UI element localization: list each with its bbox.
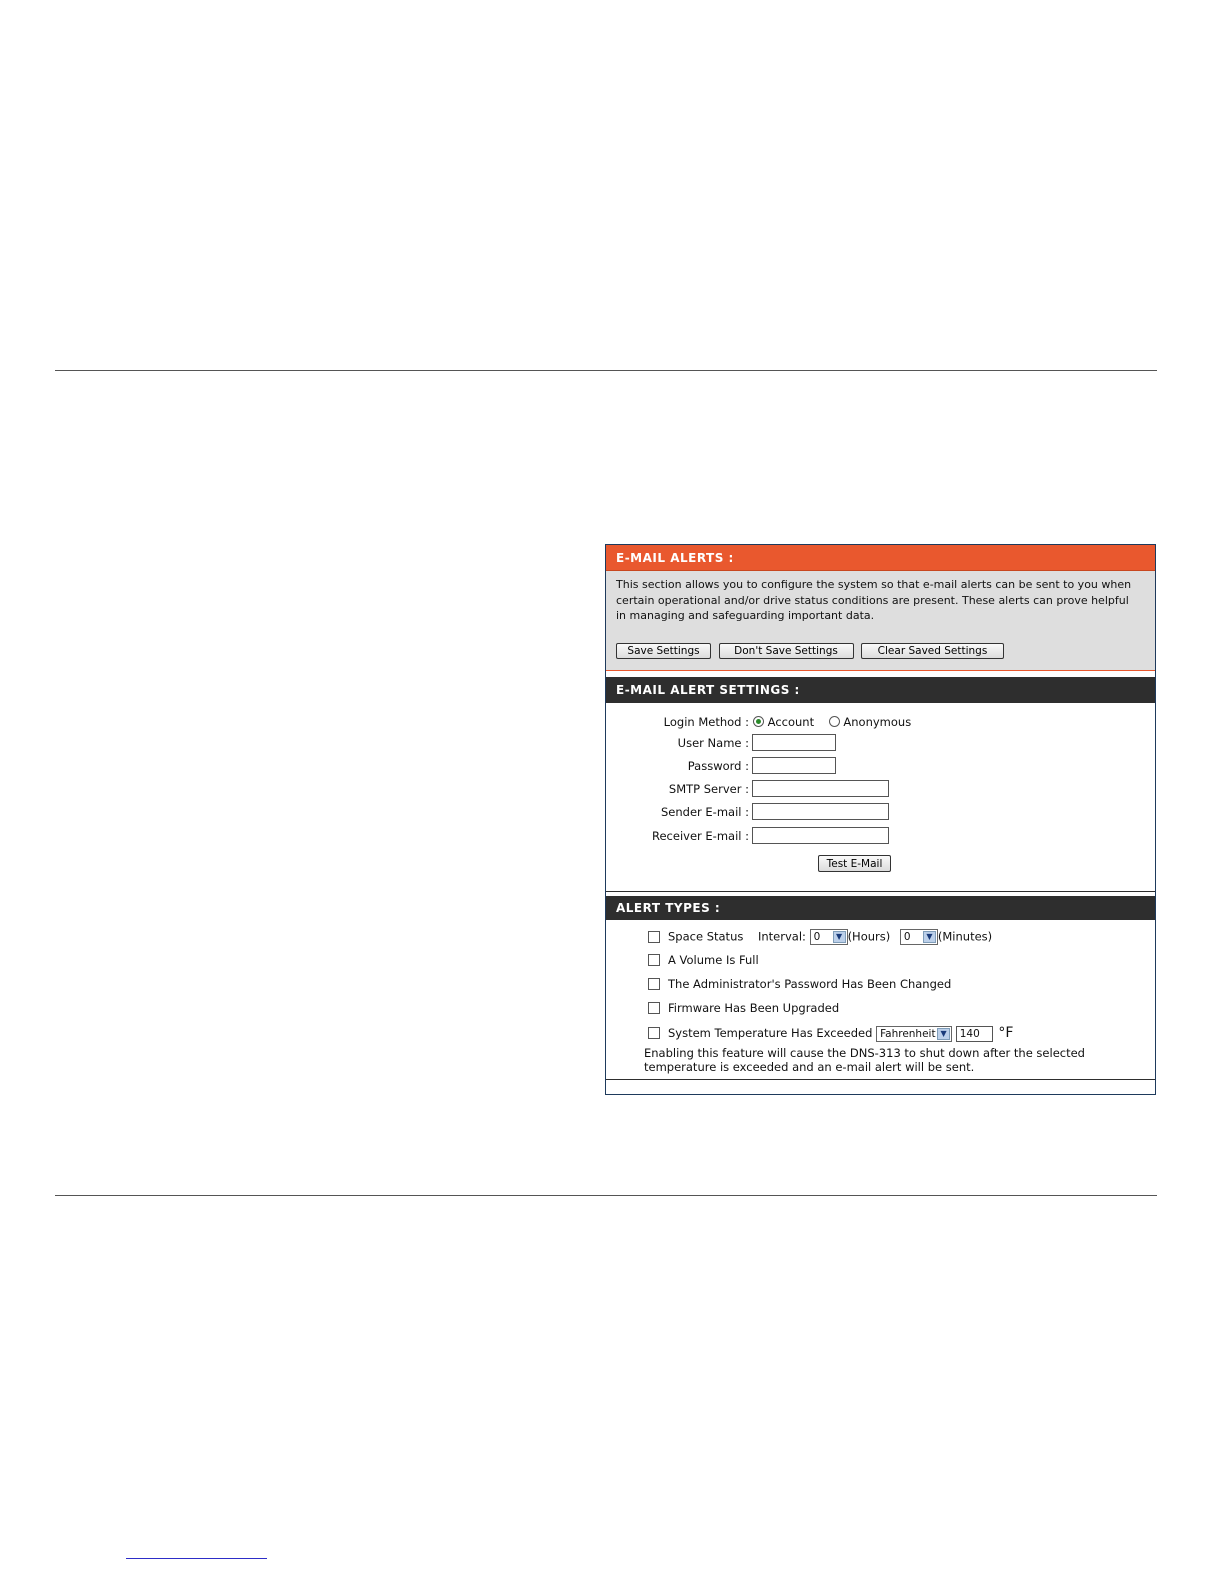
temperature-label: System Temperature Has Exceeded (668, 1026, 873, 1040)
anonymous-radio[interactable] (829, 716, 840, 727)
sender-email-label: Sender E-mail : (660, 805, 749, 819)
test-email-button[interactable]: Test E-Mail (818, 855, 891, 872)
alert-types-list (606, 920, 1155, 1082)
user-name-label: User Name : (677, 736, 749, 750)
hours-label: (Hours) (847, 929, 891, 944)
chevron-down-icon: ▼ (937, 1028, 950, 1040)
temperature-row (648, 1025, 1013, 1043)
smtp-server-input[interactable] (752, 780, 889, 797)
space-status-checkbox[interactable] (648, 931, 660, 943)
interval-label: Interval: (757, 929, 806, 944)
firmware-label: Firmware Has Been Upgraded (668, 1001, 840, 1015)
email-alerts-description: This section allows you to configure the system so that e-mail alerts can be sent to you when certain operational and/or drive status conditions are present. These alerts can prove helpful in managing and safeguarding important data. (616, 578, 1132, 622)
clear-saved-settings-button[interactable]: Clear Saved Settings (861, 643, 1004, 659)
email-alert-settings-header: E-MAIL ALERT SETTINGS : (606, 677, 1155, 703)
dont-save-settings-button[interactable]: Don't Save Settings (719, 643, 854, 659)
password-input[interactable] (752, 757, 836, 774)
admin-password-row (648, 977, 951, 995)
top-divider (55, 370, 1157, 371)
settings-button-row (616, 643, 1008, 659)
hours-select[interactable] (810, 929, 848, 945)
minutes-select[interactable] (900, 929, 938, 945)
email-alert-settings-form (606, 703, 1155, 892)
firmware-row (648, 1001, 839, 1019)
smtp-server-label: SMTP Server : (668, 782, 749, 796)
receiver-email-row (606, 827, 1155, 847)
email-alerts-panel (605, 544, 1156, 1095)
email-alerts-intro (606, 571, 1155, 671)
temperature-unit-symbol: °F (998, 1025, 1014, 1041)
receiver-email-input[interactable] (752, 827, 889, 844)
temperature-value-input[interactable]: 140 (956, 1026, 993, 1042)
account-label: Account (767, 715, 815, 729)
temperature-unit-value: Fahrenheit (880, 1027, 936, 1040)
volume-full-checkbox[interactable] (648, 954, 660, 966)
receiver-email-label: Receiver E-mail : (652, 829, 749, 843)
admin-password-label: The Administrator's Password Has Been Changed (668, 977, 952, 991)
alert-types-header: ALERT TYPES : (606, 896, 1155, 920)
footer-link-underline (126, 1558, 267, 1559)
hours-value: 0 (813, 931, 821, 943)
sender-email-row (606, 803, 1155, 823)
admin-password-checkbox[interactable] (648, 978, 660, 990)
anonymous-label: Anonymous (843, 715, 912, 729)
login-method-row (606, 713, 1155, 733)
firmware-checkbox[interactable] (648, 1002, 660, 1014)
password-label: Password : (687, 759, 749, 773)
space-status-label: Space Status (668, 929, 744, 944)
user-name-row (606, 734, 1155, 754)
temperature-unit-select[interactable] (876, 1026, 952, 1042)
sender-email-input[interactable] (752, 803, 889, 820)
volume-full-row (648, 953, 759, 971)
volume-full-label: A Volume Is Full (668, 953, 759, 967)
login-method-label: Login Method : (663, 715, 749, 729)
login-method-options (753, 715, 911, 729)
temperature-checkbox[interactable] (648, 1027, 660, 1039)
minutes-value: 0 (903, 931, 911, 943)
user-name-input[interactable] (752, 734, 836, 751)
temperature-note: Enabling this feature will cause the DNS-313 to shut down after the selected temperature is exceeded and an e-mail alert will be sent. (644, 1046, 1085, 1074)
bottom-divider (55, 1195, 1157, 1196)
email-alerts-header: E-MAIL ALERTS : (606, 545, 1155, 571)
panel-footer (606, 1079, 1155, 1094)
chevron-down-icon: ▼ (833, 931, 846, 943)
smtp-server-row (606, 780, 1155, 800)
account-radio[interactable] (753, 716, 764, 727)
chevron-down-icon: ▼ (923, 931, 936, 943)
space-status-row (648, 929, 992, 947)
save-settings-button[interactable]: Save Settings (616, 643, 711, 659)
minutes-label: (Minutes) (937, 929, 993, 944)
password-row (606, 757, 1155, 777)
